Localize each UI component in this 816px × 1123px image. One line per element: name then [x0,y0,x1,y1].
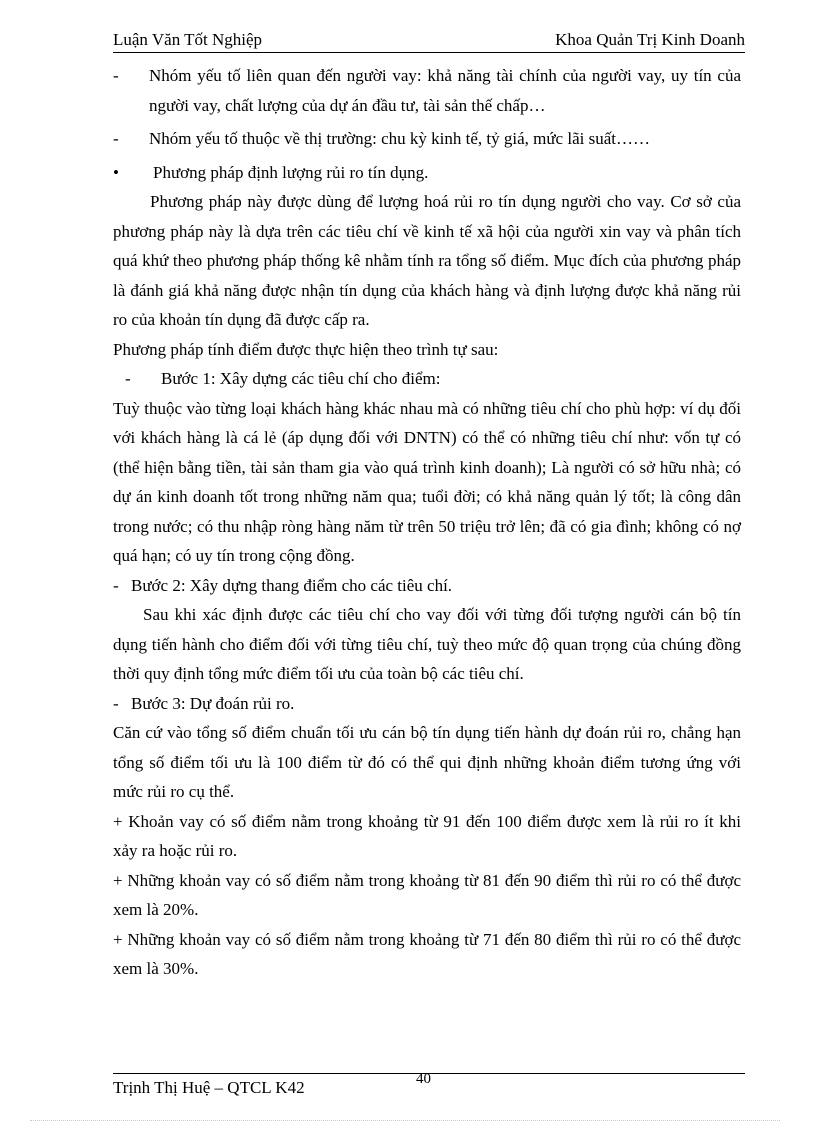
page-bottom-divider [30,1120,780,1121]
paragraph-text: Nhóm yếu tố thuộc về thị trường: chu kỳ kinh tế, tỷ giá, mức lãi suất…… [149,129,650,148]
section-heading-quantitative-method [113,158,741,188]
dash-marker: - [125,369,131,388]
dash-marker: - [113,129,119,148]
score-range-81-90: + Những khoản vay có số điểm nằm trong khoảng từ 81 đến 90 điểm thì rủi ro có thể được xem là 20%. [113,870,741,919]
list-item-market-factors [113,124,741,154]
paragraph-text: Nhóm yếu tố liên quan đến người vay: khả năng tài chính của người vay, uy tín của người vay, chất lượng của dự án đầu tư, tài sản thế chấp… [149,66,741,115]
page-number: 40 [416,1071,431,1087]
score-range-91-100: + Khoản vay có số điểm nằm trong khoảng từ 91 đến 100 điểm được xem là rủi ro ít khi xảy ra hoặc rủi ro. [113,811,741,860]
header-faculty: Khoa Quản Trị Kinh Doanh [555,30,745,49]
score-range-71-80: + Những khoản vay có số điểm nằm trong khoảng từ 71 đến 80 điểm thì rủi ro có thể được xem là 30%. [113,929,741,978]
footer-author: Trịnh Thị Huệ – QTCL K42 [113,1078,305,1097]
paragraph-step-2-detail: Sau khi xác định được các tiêu chí cho vay đối với từng đối tượng người cán bộ tín dụng tiến hành cho điểm đối với từng tiêu chí, tuỳ theo mức độ quan trọng của chúng đồng thời quy định tổng mức điểm tối ưu của toàn bộ các tiêu chí. [113,605,741,683]
page-footer [113,1073,745,1096]
paragraph-method-description: Phương pháp này được dùng để lượng hoá rủi ro tín dụng người cho vay. Cơ sở của phương pháp này là dựa trên các tiêu chí về kinh tế xã hội của người xin vay và phân tích quá khứ theo phương pháp thống kê nhằm tính ra tổng số điểm. Mục đích của phương pháp là đánh giá khả năng được nhận tín dụng của khách hàng và định lượng được khả năng rủi ro của khoản tín dụng đã được cấp ra. [113,192,741,329]
step-2-heading [113,571,741,601]
bullet-icon: • [113,162,119,182]
dash-marker: - [113,693,119,713]
document-body [113,61,741,984]
step-text: Bước 2: Xây dựng thang điểm cho các tiêu chí. [131,575,453,595]
dash-marker: - [113,575,119,595]
paragraph-scoring-intro: Phương pháp tính điểm được thực hiện theo trình tự sau: [113,339,499,359]
dash-marker: - [113,66,119,85]
step-text: Bước 3: Dự đoán rủi ro. [131,693,295,713]
page-header [113,28,745,53]
header-thesis-title: Luận Văn Tốt Nghiệp [113,30,263,49]
step-text: Bước 1: Xây dựng các tiêu chí cho điểm: [161,369,441,388]
paragraph-step-3-detail: Căn cứ vào tổng số điểm chuẩn tối ưu cán bộ tín dụng tiến hành dự đoán rủi ro, chẳng hạn tổng số điểm tối ưu là 100 điểm từ đó có thể qui định những khoản điểm tương ứng với mức rủi ro cụ thể. [113,723,741,801]
step-1-heading [113,364,741,394]
paragraph-step-1-detail: Tuỳ thuộc vào từng loại khách hàng khác nhau mà có những tiêu chí cho phù hợp: ví dụ đối với khách hàng là cá lẻ (áp dụng đối với DNTN) có thể có những tiêu chí như: vốn tự có (thể hiện bằng tiền, tài sản tham gia vào quá trình kinh doanh); Là người có sở hữu nhà; có dự án kinh doanh tốt trong những năm qua; tuổi đời; có khả năng quản lý tốt; là công dân trong nước; có thu nhập ròng hàng năm từ trên 50 triệu trở lên; đã có gia đình; không có nợ quá hạn; có uy tín trong cộng đồng. [113,398,741,565]
step-3-heading [113,689,741,719]
heading-text: Phương pháp định lượng rủi ro tín dụng. [153,162,429,182]
list-item-borrower-factors [113,61,741,120]
